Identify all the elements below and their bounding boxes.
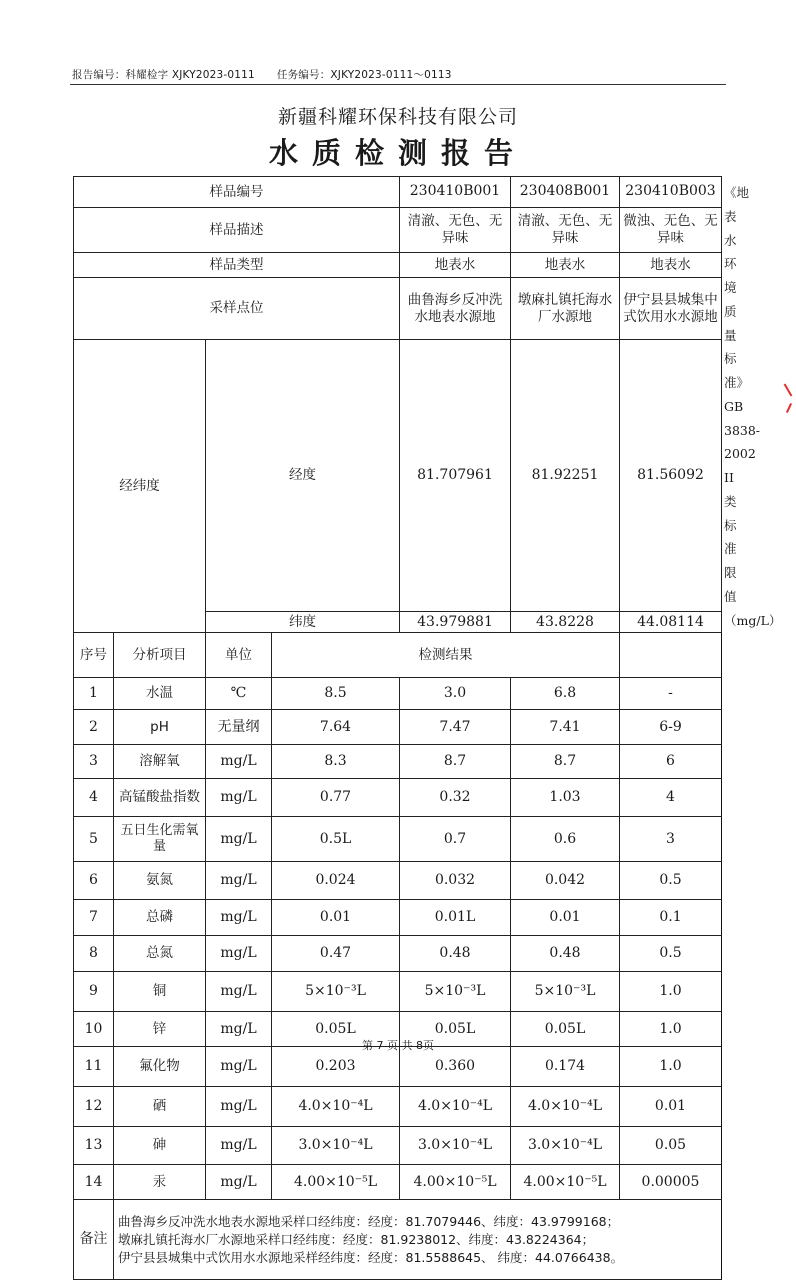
result-value: 0.032 (400, 862, 511, 900)
result-value: 0.47 (272, 936, 400, 972)
table-row (74, 1165, 722, 1200)
latitude-value: 43.979881 (400, 612, 511, 633)
sample-description: 微浊、无色、无异味 (620, 208, 722, 253)
notes-label: 备注 (74, 1200, 114, 1280)
row-number: 4 (74, 779, 114, 817)
row-number: 13 (74, 1127, 114, 1165)
result-value: 0.7 (400, 817, 511, 862)
coordinates-label: 经纬度 (74, 340, 206, 633)
sample-description: 清澈、无色、无异味 (511, 208, 620, 253)
result-value: 3.0×10⁻⁴L (400, 1127, 511, 1165)
analysis-item: 总磷 (114, 900, 206, 936)
table-row (74, 900, 722, 936)
unit: mg/L (206, 1012, 272, 1047)
unit: mg/L (206, 779, 272, 817)
row-number: 7 (74, 900, 114, 936)
result-value: 8.7 (400, 745, 511, 779)
result-value: 0.042 (511, 862, 620, 900)
result-value: 0.024 (272, 862, 400, 900)
row-number: 11 (74, 1047, 114, 1087)
result-value: 5×10⁻³L (511, 972, 620, 1012)
result-value: 5×10⁻³L (400, 972, 511, 1012)
standard-limit: 0.5 (620, 862, 722, 900)
standard-limit: 1.0 (620, 972, 722, 1012)
unit: mg/L (206, 900, 272, 936)
sample-location: 曲鲁海乡反冲洗水地表水源地 (400, 278, 511, 340)
sample-id: 230410B001 (400, 177, 511, 208)
row-number: 10 (74, 1012, 114, 1047)
table-row (74, 817, 722, 862)
result-value: 0.77 (272, 779, 400, 817)
sample-id-label: 样品编号 (74, 177, 400, 208)
unit: mg/L (206, 1127, 272, 1165)
sample-id: 230410B003 (620, 177, 722, 208)
sample-description: 清澈、无色、无异味 (400, 208, 511, 253)
result-value: 6.8 (511, 678, 620, 710)
report-title: 水质检测报告 (268, 136, 527, 170)
note-line: 伊宁县县城集中式饮用水水源地采样经纬度：经度：81.5588645、 纬度：44.0766438。 (118, 1249, 624, 1265)
unit: mg/L (206, 1087, 272, 1127)
sample-id: 230408B001 (511, 177, 620, 208)
standard-limit: 6-9 (620, 710, 722, 745)
sample-location: 伊宁县县城集中式饮用水水源地 (620, 278, 722, 340)
result-value: 0.6 (511, 817, 620, 862)
result-value: 4.0×10⁻⁴L (400, 1087, 511, 1127)
longitude-value: 81.707961 (400, 340, 511, 612)
analysis-item: 高锰酸盐指数 (114, 779, 206, 817)
result-value: 0.05L (272, 1012, 400, 1047)
page-footer: 第 7 页 共 8页 (362, 1039, 434, 1052)
latitude-value: 43.8228 (511, 612, 620, 633)
result-value: 0.01 (511, 900, 620, 936)
result-value: 0.01L (400, 900, 511, 936)
unit: mg/L (206, 936, 272, 972)
margin-mark (784, 383, 793, 396)
result-value: 3.0×10⁻⁴L (272, 1127, 400, 1165)
result-value: 7.64 (272, 710, 400, 745)
unit: 无量纲 (206, 710, 272, 745)
row-number: 12 (74, 1087, 114, 1127)
standard-limit: 0.00005 (620, 1165, 722, 1200)
result-value: 8.5 (272, 678, 400, 710)
result-value: 0.48 (511, 936, 620, 972)
unit: mg/L (206, 1047, 272, 1087)
table-row (74, 779, 722, 817)
row-number: 3 (74, 745, 114, 779)
result-value: 4.00×10⁻⁵L (272, 1165, 400, 1200)
result-value: 4.00×10⁻⁵L (400, 1165, 511, 1200)
analysis-item: 水温 (114, 678, 206, 710)
result-value: 0.174 (511, 1047, 620, 1087)
table-row (74, 745, 722, 779)
results-body (74, 678, 722, 1200)
table-row (74, 678, 722, 710)
unit: ℃ (206, 678, 272, 710)
table-row (74, 862, 722, 900)
result-value: 0.32 (400, 779, 511, 817)
standard-limit: 6 (620, 745, 722, 779)
report-number: 报告编号：科耀检字 XJKY2023-0111 (72, 69, 255, 81)
unit: mg/L (206, 745, 272, 779)
result-value: 0.01 (272, 900, 400, 936)
result-value: 3.0 (400, 678, 511, 710)
result-value: 5×10⁻³L (272, 972, 400, 1012)
analysis-item: 氨氮 (114, 862, 206, 900)
result-value: 3.0×10⁻⁴L (511, 1127, 620, 1165)
seq-header: 序号 (74, 633, 114, 678)
row-number: 5 (74, 817, 114, 862)
sample-location-label: 采样点位 (74, 278, 400, 340)
result-value: 0.48 (400, 936, 511, 972)
standard-limit: - (620, 678, 722, 710)
unit: mg/L (206, 862, 272, 900)
sample-type-label: 样品类型 (74, 253, 400, 278)
result-value: 4.0×10⁻⁴L (272, 1087, 400, 1127)
analysis-item: 砷 (114, 1127, 206, 1165)
standard-limit: 0.05 (620, 1127, 722, 1165)
unit: mg/L (206, 817, 272, 862)
analysis-item: 硒 (114, 1087, 206, 1127)
company-name: 新疆科耀环保科技有限公司 (277, 106, 518, 128)
standard-limit: 0.5 (620, 936, 722, 972)
analysis-item: 总氮 (114, 936, 206, 972)
result-value: 0.5L (272, 817, 400, 862)
results-header: 检测结果 (272, 633, 620, 678)
table-row (74, 1087, 722, 1127)
standard-limit: 1.0 (620, 1047, 722, 1087)
row-number: 9 (74, 972, 114, 1012)
margin-mark (786, 403, 792, 413)
row-number: 6 (74, 862, 114, 900)
result-value: 0.05L (511, 1012, 620, 1047)
table-row (74, 972, 722, 1012)
longitude-value: 81.92251 (511, 340, 620, 612)
analysis-item: 汞 (114, 1165, 206, 1200)
longitude-value: 81.56092 (620, 340, 722, 612)
row-number: 1 (74, 678, 114, 710)
note-line: 曲鲁海乡反冲洗水地表水源地采样口经纬度：经度：81.7079446、纬度：43.9799168； (118, 1213, 620, 1229)
analysis-item: 五日生化需氧量 (114, 817, 206, 862)
standard-limit: 0.01 (620, 1087, 722, 1127)
sample-type: 地表水 (511, 253, 620, 278)
result-value: 7.47 (400, 710, 511, 745)
result-value: 0.05L (400, 1012, 511, 1047)
sample-type: 地表水 (400, 253, 511, 278)
result-value: 0.203 (272, 1047, 400, 1087)
water-quality-table: 样品编号 230410B001 230408B001 230410B003 《地表水环境质量标准》GB 3838-2002 II类标准限值（mg/L） 样品描述 清澈、无色、无异味 清澈、无色、无异味 微浊、无色、无异味 样品类型 地表水 地表水 地表水 采样点位 曲鲁海乡反冲洗水地表水源地 墩麻扎镇托海水厂水源地 伊宁县县城集中式饮用水水源地 经纬度 经度 81.707961 81.92251 81.56092 纬度 43.979881 43.8228 44.08114 序号 分析项目 单位 检测结果 1 水温 ℃ 8.5 3.0 6.8 - 2 pH 无量纲 7.64 7.47 7.41 6-9 3 溶解氧 mg/L 8.3 8.7 8.7 6 4 高锰酸盐指数 mg/L 0.77 0.32 1.03 4 5 五日生化需氧量 mg/L 0.5L 0.7 0.6 3 6 氨氮 mg/L 0.024 0.032 0.042 0.5 7 总磷 mg/L 0.01 0.01L 0.01 0.1 8 总氮 mg/L 0.47 0.48 0.48 0.5 9 铜 mg/L 5×10⁻³L 5×10⁻³L 5×10⁻³L 1.0 10 锌 mg/L 0.05L 0.05L 0.05L 1.0 11 氟化物 mg/L 0.203 0.360 0.174 1.0 12 硒 mg/L 4.0×10⁻⁴L 4.0×10⁻⁴L 4.0×10⁻⁴L 0.01 13 砷 mg/L 3.0×10⁻⁴L 3.0×10⁻⁴L 3.0×10⁻⁴L 0.05 14 汞 mg/L 4.00×10⁻⁵L 4.00×10⁻⁵L 4.00×10⁻⁵L 0.00005 备注 曲鲁海乡反冲洗水地表水源地采样口经纬度：经度：81.7079446、纬度：43.9799168； 墩麻扎镇托海水厂水源地采样口经纬度：经度：81.9238012、纬度：43.8224364； 伊宁县县城集中式饮用水水源地采样经纬度：经度：81.5588645、 纬度：44.0766438。 (73, 176, 722, 1280)
unit-header: 单位 (206, 633, 272, 678)
result-value: 8.3 (272, 745, 400, 779)
analysis-item: 氟化物 (114, 1047, 206, 1087)
longitude-label: 经度 (206, 340, 400, 612)
result-value: 7.41 (511, 710, 620, 745)
notes (114, 1200, 722, 1280)
result-value: 1.03 (511, 779, 620, 817)
result-value: 4.00×10⁻⁵L (511, 1165, 620, 1200)
sample-type: 地表水 (620, 253, 722, 278)
standard-limit: 1.0 (620, 1012, 722, 1047)
standard-limit: 3 (620, 817, 722, 862)
result-value: 4.0×10⁻⁴L (511, 1087, 620, 1127)
latitude-label: 纬度 (206, 612, 400, 633)
standard-blank-cell (620, 633, 722, 678)
table-row (74, 936, 722, 972)
unit: mg/L (206, 972, 272, 1012)
standard-limit: 0.1 (620, 900, 722, 936)
analysis-item: 溶解氧 (114, 745, 206, 779)
row-number: 2 (74, 710, 114, 745)
report-header (72, 67, 452, 82)
analysis-item: 锌 (114, 1012, 206, 1047)
header-rule (70, 84, 726, 85)
result-value: 0.360 (400, 1047, 511, 1087)
row-number: 14 (74, 1165, 114, 1200)
sample-description-label: 样品描述 (74, 208, 400, 253)
row-number: 8 (74, 936, 114, 972)
standard-limit: 4 (620, 779, 722, 817)
analysis-item: 铜 (114, 972, 206, 1012)
table-row (74, 1127, 722, 1165)
task-number: 任务编号：XJKY2023-0111～0113 (276, 69, 452, 81)
table-row (74, 710, 722, 745)
sample-location: 墩麻扎镇托海水厂水源地 (511, 278, 620, 340)
result-value: 8.7 (511, 745, 620, 779)
analysis-item: pH (114, 710, 206, 745)
note-line: 墩麻扎镇托海水厂水源地采样口经纬度：经度：81.9238012、纬度：43.8224364； (118, 1231, 595, 1247)
item-header: 分析项目 (114, 633, 206, 678)
latitude-value: 44.08114 (620, 612, 722, 633)
unit: mg/L (206, 1165, 272, 1200)
